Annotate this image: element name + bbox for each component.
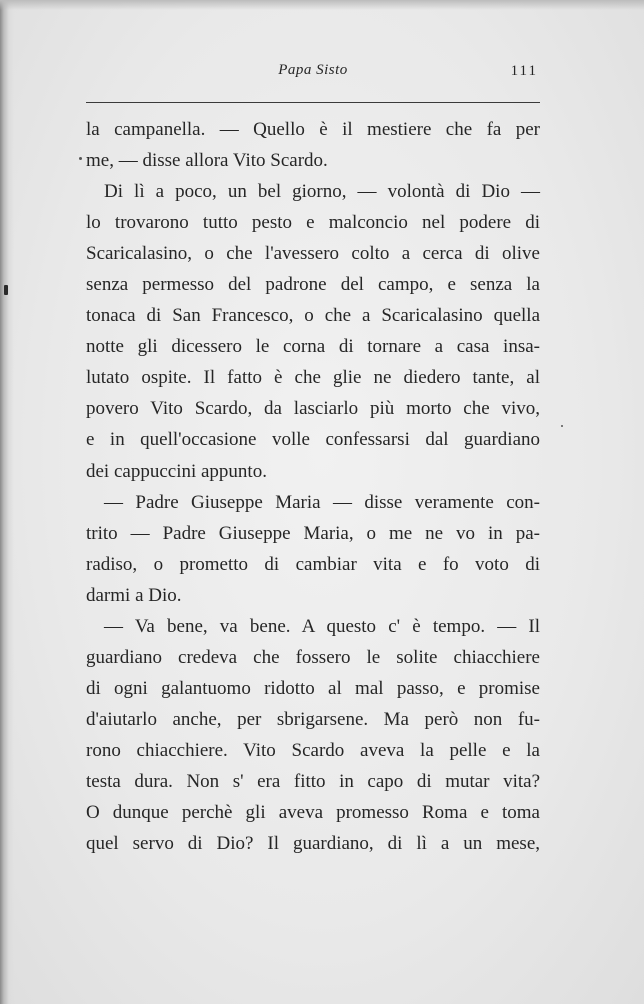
running-title: Papa Sisto <box>278 62 348 78</box>
text-line: e in quell'occasione volle confessarsi dal guardiano <box>86 429 540 451</box>
body-text <box>86 114 540 859</box>
text-line: povero Vito Scardo, da lasciarlo più morto che vivo, <box>86 398 540 420</box>
page-header <box>86 62 540 88</box>
text-line: me, — disse allora Vito Scardo. <box>86 150 328 172</box>
text-line: senza permesso del padrone del campo, e senza la <box>86 274 540 296</box>
text-line: rono chiacchiere. Vito Scardo aveva la pelle e la <box>86 739 540 761</box>
text-line: Di lì a poco, un bel giorno, — volontà di Dio — <box>104 181 540 203</box>
text-line: testa dura. Non s' era fitto in capo di mutar vita? <box>86 770 540 792</box>
print-speck <box>561 425 563 427</box>
top-edge-shadow <box>0 0 644 10</box>
text-line: la campanella. — Quello è il mestiere che fa per <box>86 119 540 140</box>
text-line: dei cappuccini appunto. <box>86 460 267 482</box>
text-line: lutato ospite. Il fatto è che glie ne diedero tante, al <box>86 367 540 389</box>
text-line: guardiano credeva che fossero le solite chiacchiere <box>86 646 540 668</box>
text-line: quel servo di Dio? Il guardiano, di lì a un mese, <box>86 833 540 855</box>
text-line: — Va bene, va bene. A questo c' è tempo. — Il <box>104 615 540 637</box>
text-line: lo trovarono tutto pesto e malconcio nel podere di <box>86 212 540 234</box>
text-line: radiso, o prometto di cambiar vita e fo voto di <box>86 553 540 575</box>
text-line: notte gli dicessero le corna di tornare a casa insa- <box>86 336 540 358</box>
page-number: 111 <box>510 63 538 79</box>
text-line: trito — Padre Giuseppe Maria, o me ne vo in pa- <box>86 522 540 544</box>
print-speck <box>4 285 8 295</box>
header-rule <box>86 102 540 103</box>
text-line: darmi a Dio. <box>86 584 182 606</box>
binding-shadow <box>0 0 14 1004</box>
text-line: — Padre Giuseppe Maria — disse veramente con- <box>104 491 540 513</box>
text-line: Scaricalasino, o che l'avessero colto a cerca di olive <box>86 243 540 265</box>
text-line: tonaca di San Francesco, o che a Scaricalasino quella <box>86 305 540 327</box>
print-speck <box>79 157 82 160</box>
text-line: O dunque perchè gli aveva promesso Roma e toma <box>86 802 540 824</box>
text-line: d'aiutarlo anche, per sbrigarsene. Ma però non fu- <box>86 708 540 730</box>
text-line: di ogni galantuomo ridotto al mal passo, e promise <box>86 677 540 699</box>
